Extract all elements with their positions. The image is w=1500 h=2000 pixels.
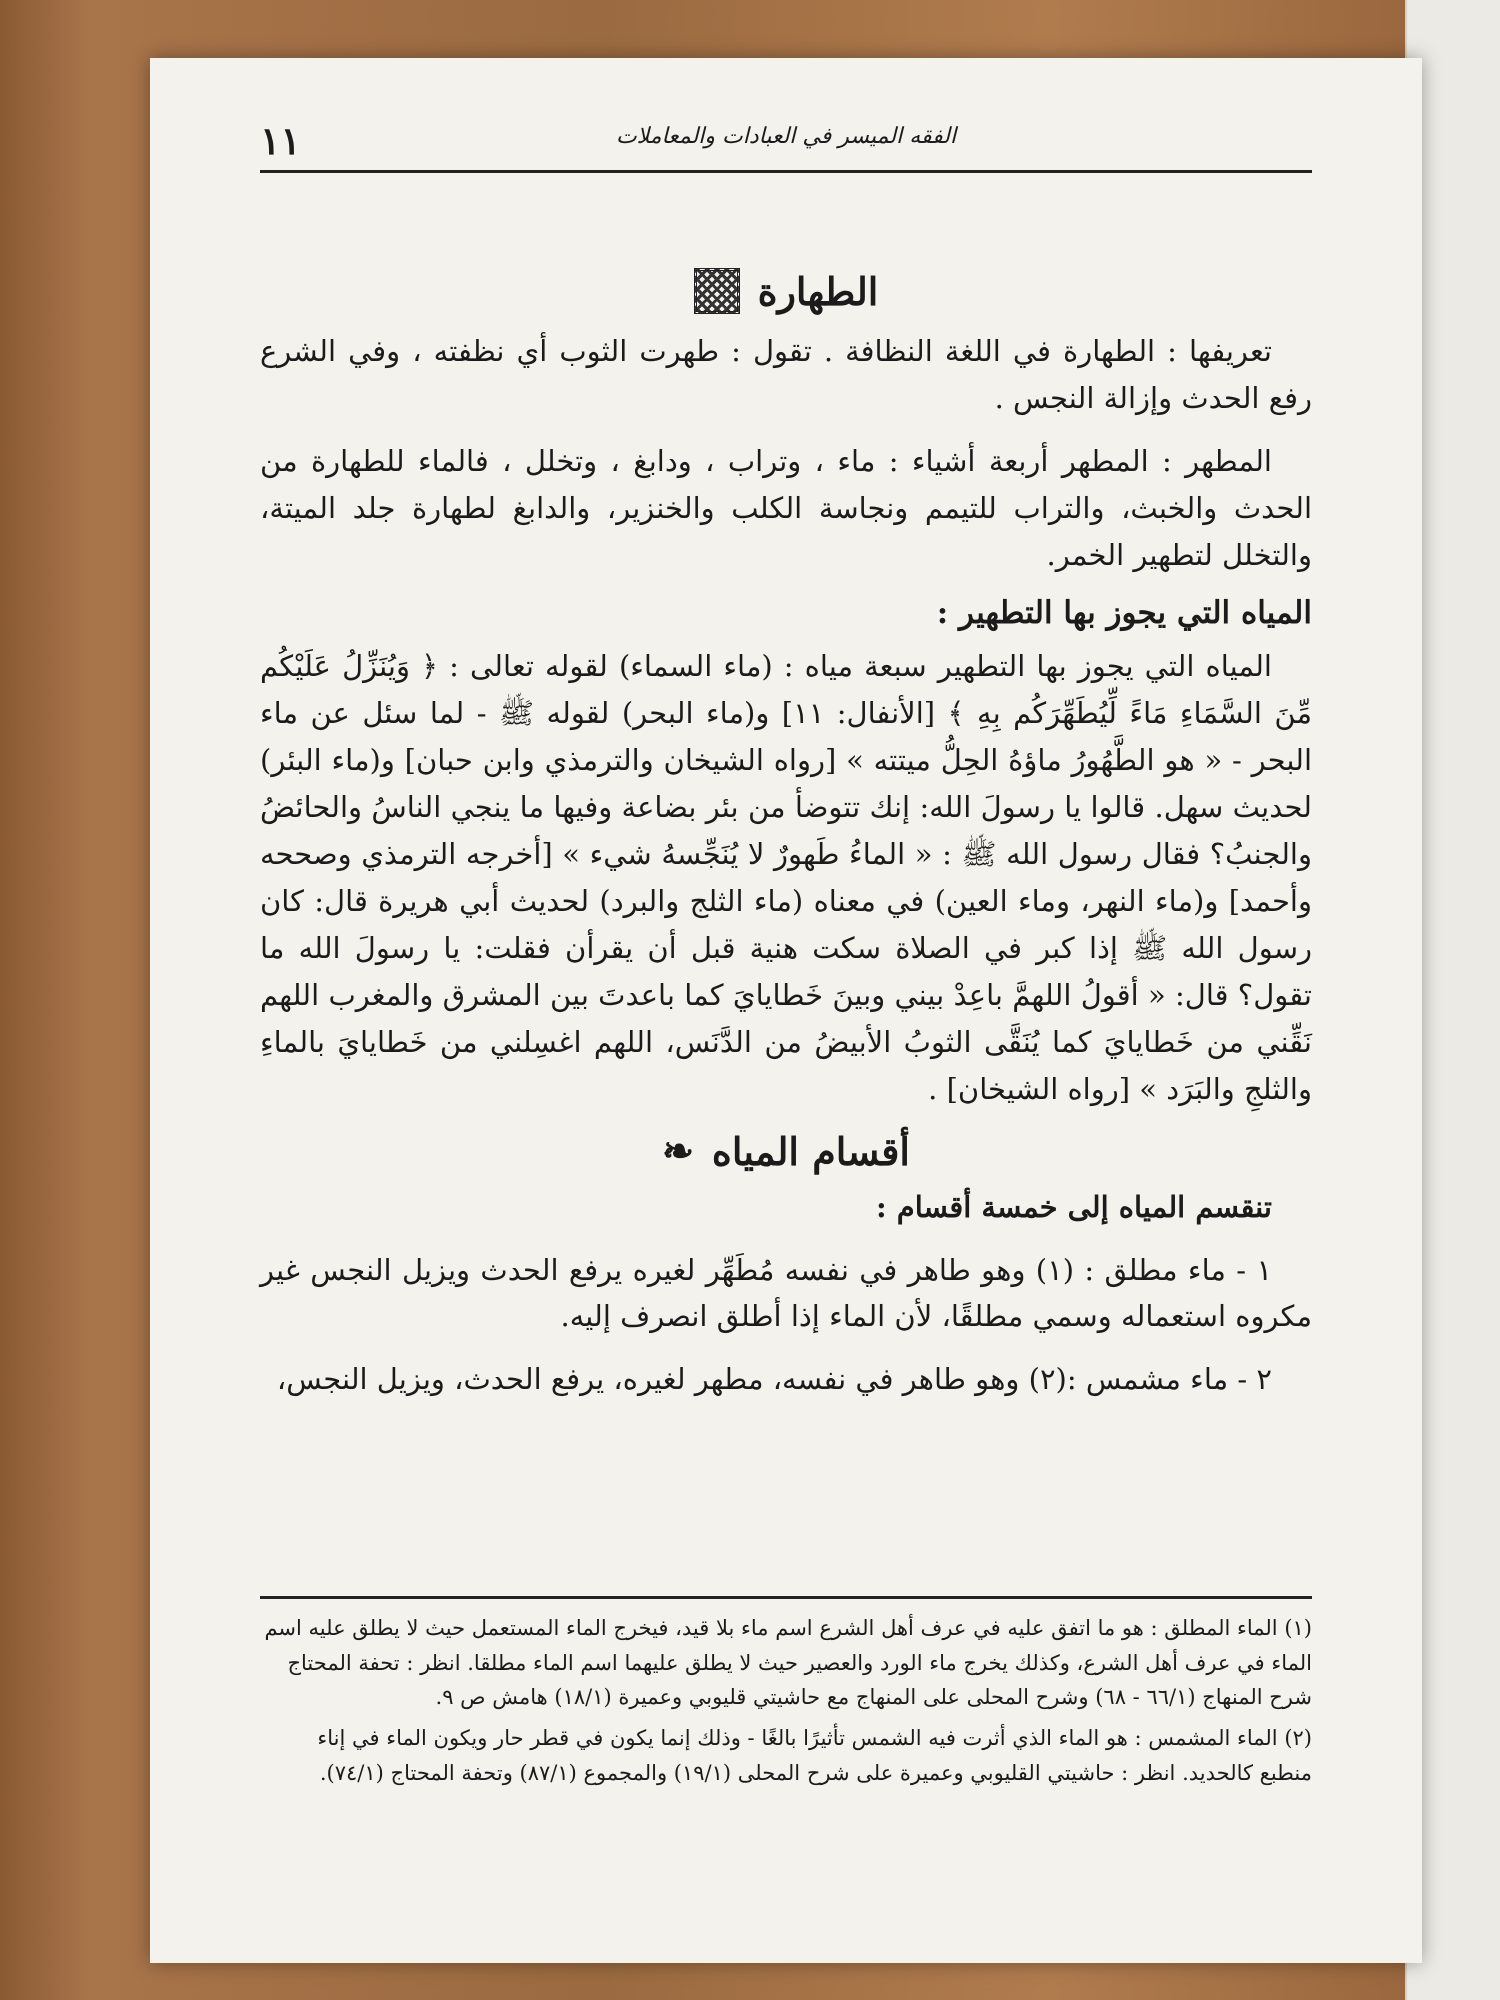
ornament-icon bbox=[694, 268, 740, 314]
definition-paragraph: تعريفها : الطهارة في اللغة النظافة . تقول : طهرت الثوب أي نظفته ، وفي الشرع رفع الحدث وإزالة النجس . bbox=[260, 334, 1312, 415]
page-number: ١١ bbox=[260, 118, 301, 163]
item-2: ٢ - ماء مشمس :(٢) وهو طاهر في نفسه، مطهر لغيره، يرفع الحدث، ويزيل النجس، bbox=[276, 1362, 1272, 1397]
purifier-paragraph: المطهر : المطهر أربعة أشياء : ماء ، وتراب ، ودابغ ، وتخلل ، فالماء للطهارة من الحدث والخبث، والتراب للتيمم ونجاسة الكلب والخنزير، والدابغ لطهارة جلد الميتة، والتخلل لتطهير الخمر. bbox=[260, 443, 1312, 572]
footnote-1: (١) الماء المطلق : هو ما اتفق عليه في عرف أهل الشرع اسم ماء بلا قيد، فيخرج الماء المستعمل حيث لا يطلق عليه اسم الماء في عرف أهل الشرع، وكذلك يخرج ماء الورد والعصير حيث لا يطلق عليهما اسم الماء مطلقا. انظر : تحفة المحتاج شرح المنهاج (٦٦/١ - ٦٨) وشرح المحلى على المنهاج مع حاشيتي قليوبي وعميرة (١٨/١) هامش ص ٩. bbox=[264, 1616, 1312, 1710]
footnote-2: (٢) الماء المشمس : هو الماء الذي أثرت فيه الشمس تأثيرًا بالغًا - وذلك إنما يكون في قطر حار ويكون الماء في إناء منطبع كالحديد. انظر : حاشيتي القليوبي وعميرة على شرح المحلى (١٩/١) والمجموع (٨٧/١) وتحفة المحتاج (٧٤/١). bbox=[317, 1725, 1312, 1785]
chapter-title-text: الطهارة bbox=[757, 268, 879, 314]
footnotes bbox=[260, 1596, 1312, 1796]
waters-heading: المياه التي يجوز بها التطهير : bbox=[936, 594, 1312, 631]
swirl-ornament-icon: ❧ bbox=[662, 1128, 694, 1174]
running-title: الفقه الميسر في العبادات والمعاملات bbox=[615, 124, 957, 149]
divisions-title-text: أقسام المياه bbox=[711, 1128, 910, 1174]
page-body bbox=[260, 208, 1312, 1419]
divisions-title bbox=[260, 1129, 1312, 1174]
book-page bbox=[150, 58, 1422, 1963]
item-1: ١ - ماء مطلق : (١) وهو طاهر في نفسه مُطَهِّر لغيره يرفع الحدث ويزيل النجس غير مكروه استعماله وسمي مطلقًا، لأن الماء إذا أطلق انصرف إليه. bbox=[260, 1252, 1312, 1334]
page-header bbox=[260, 118, 1312, 173]
chapter-title bbox=[260, 268, 1312, 314]
waters-paragraph: المياه التي يجوز بها التطهير سبعة مياه : (ماء السماء) لقوله تعالى : ﴿ وَيُنَزِّلُ عَلَيْكُم مِّنَ السَّمَاءِ مَاءً لِّيُطَهِّرَكُم بِهِ ﴾ [الأنفال: ١١] و(ماء البحر) لقوله ﷺ - لما سئل عن ماء البحر - « هو الطَّهُورُ ماؤهُ الحِلُّ ميتته » [رواه الشيخان والترمذي وابن حبان] و(ماء البئر) لحديث سهل. قالوا يا رسولَ الله: إنك تتوضأ من بئر بضاعة وفيها ما ينجي الناسُ والحائضُ والجنبُ؟ فقال رسول الله ﷺ : « الماءُ طَهورٌ لا يُنَجِّسهُ شيء » [أخرجه الترمذي وصححه وأحمد] و(ماء النهر، وماء العين) في معناه (ماء الثلج والبرد) لحديث أبي هريرة قال: كان رسول الله ﷺ إذا كبر في الصلاة سكت هنية قبل أن يقرأن فقلت: يا رسولَ الله ما تقول؟ قال: « أقولُ اللهمَّ باعِدْ بيني وبينَ خَطايايَ كما باعدتَ بين المشرق والمغرب اللهم نَقِّني من خَطايايَ كما يُنَقَّى الثوبُ الأبيضُ من الدَّنَس، اللهم اغسِلني من خَطايايَ بالماءِ والثلجِ والبَرَد » [رواه الشيخان] . bbox=[260, 648, 1312, 1106]
divisions-intro: تنقسم المياه إلى خمسة أقسام : bbox=[875, 1189, 1272, 1224]
